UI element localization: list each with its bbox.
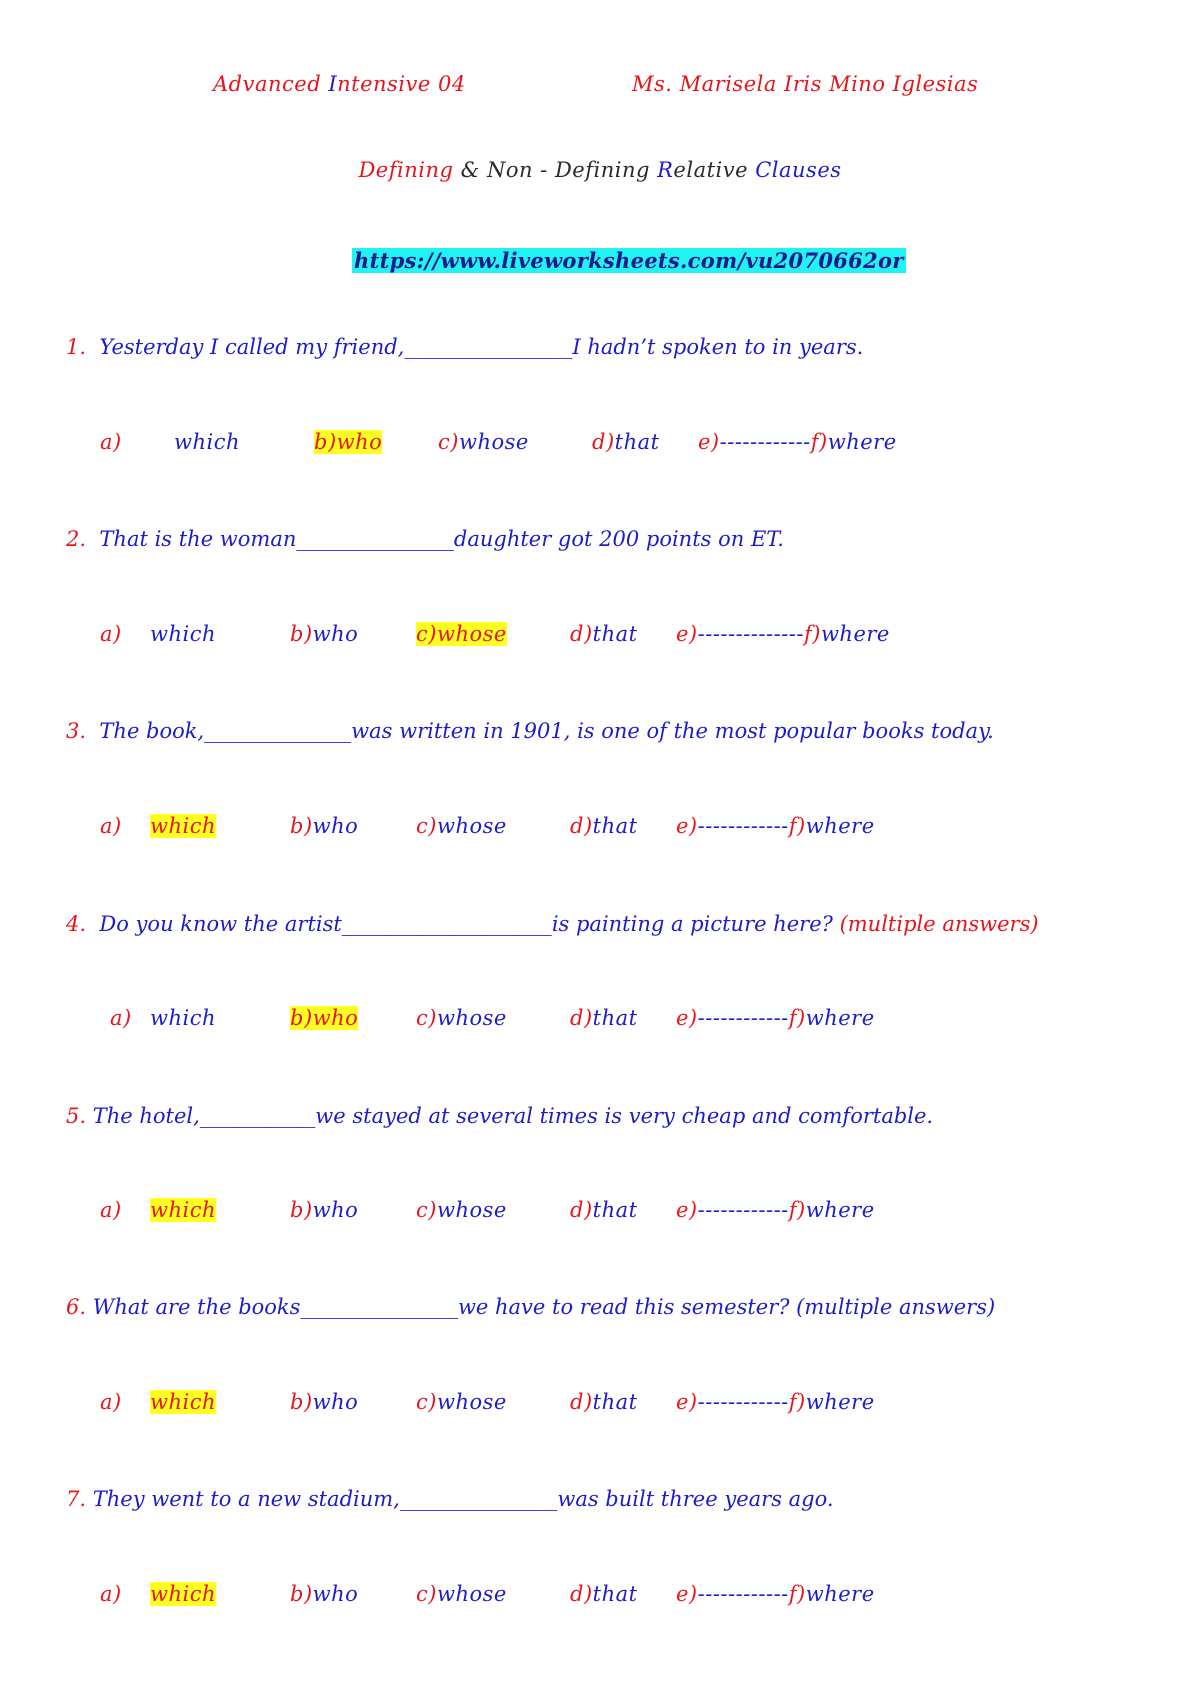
question-3: 3. The book,______________was written in 1901, is one of the most popular books today. [66, 719, 994, 743]
teacher-name: Ms. Marisela Iris Mino Iglesias [632, 72, 979, 96]
question-2: 2. That is the woman_______________daughter got 200 points on ET. [66, 527, 784, 551]
options-5: a) which b)who c)whose d)that e)------------f)where [100, 1198, 875, 1222]
worksheet-link[interactable]: https://www.liveworksheets.com/vu2070662or [354, 248, 904, 273]
question-7: 7. They went to a new stadium,_______________was built three years ago. [66, 1487, 834, 1511]
options-2: a) which b)who c)whose d)that e)--------------f)where [100, 622, 890, 646]
options-6: a) which b)who c)whose d)that e)------------f)where [100, 1390, 875, 1414]
question-6: 6. What are the books_______________we have to read this semester? (multiple answers) [66, 1295, 996, 1319]
question-1: 1. Yesterday I called my friend,________________I hadn’t spoken to in years. [66, 335, 864, 359]
options-3: a) which b)who c)whose d)that e)------------f)where [100, 814, 875, 838]
course-title: Advanced Intensive 04 [213, 72, 466, 96]
options-4: a) which b)who c)whose d)that e)------------f)where [110, 1006, 875, 1030]
question-4: 4. Do you know the artist____________________is painting a picture here? (multiple answers) [66, 912, 1039, 936]
options-1: a) which b)who c)whose d)that e)------------f)where [100, 430, 897, 454]
options-7: a) which b)who c)whose d)that e)------------f)where [100, 1582, 875, 1606]
page-title: Defining & Non - Defining Relative Clauses [358, 158, 842, 182]
question-5: 5. The hotel,___________we stayed at several times is very cheap and comfortable. [66, 1104, 934, 1128]
